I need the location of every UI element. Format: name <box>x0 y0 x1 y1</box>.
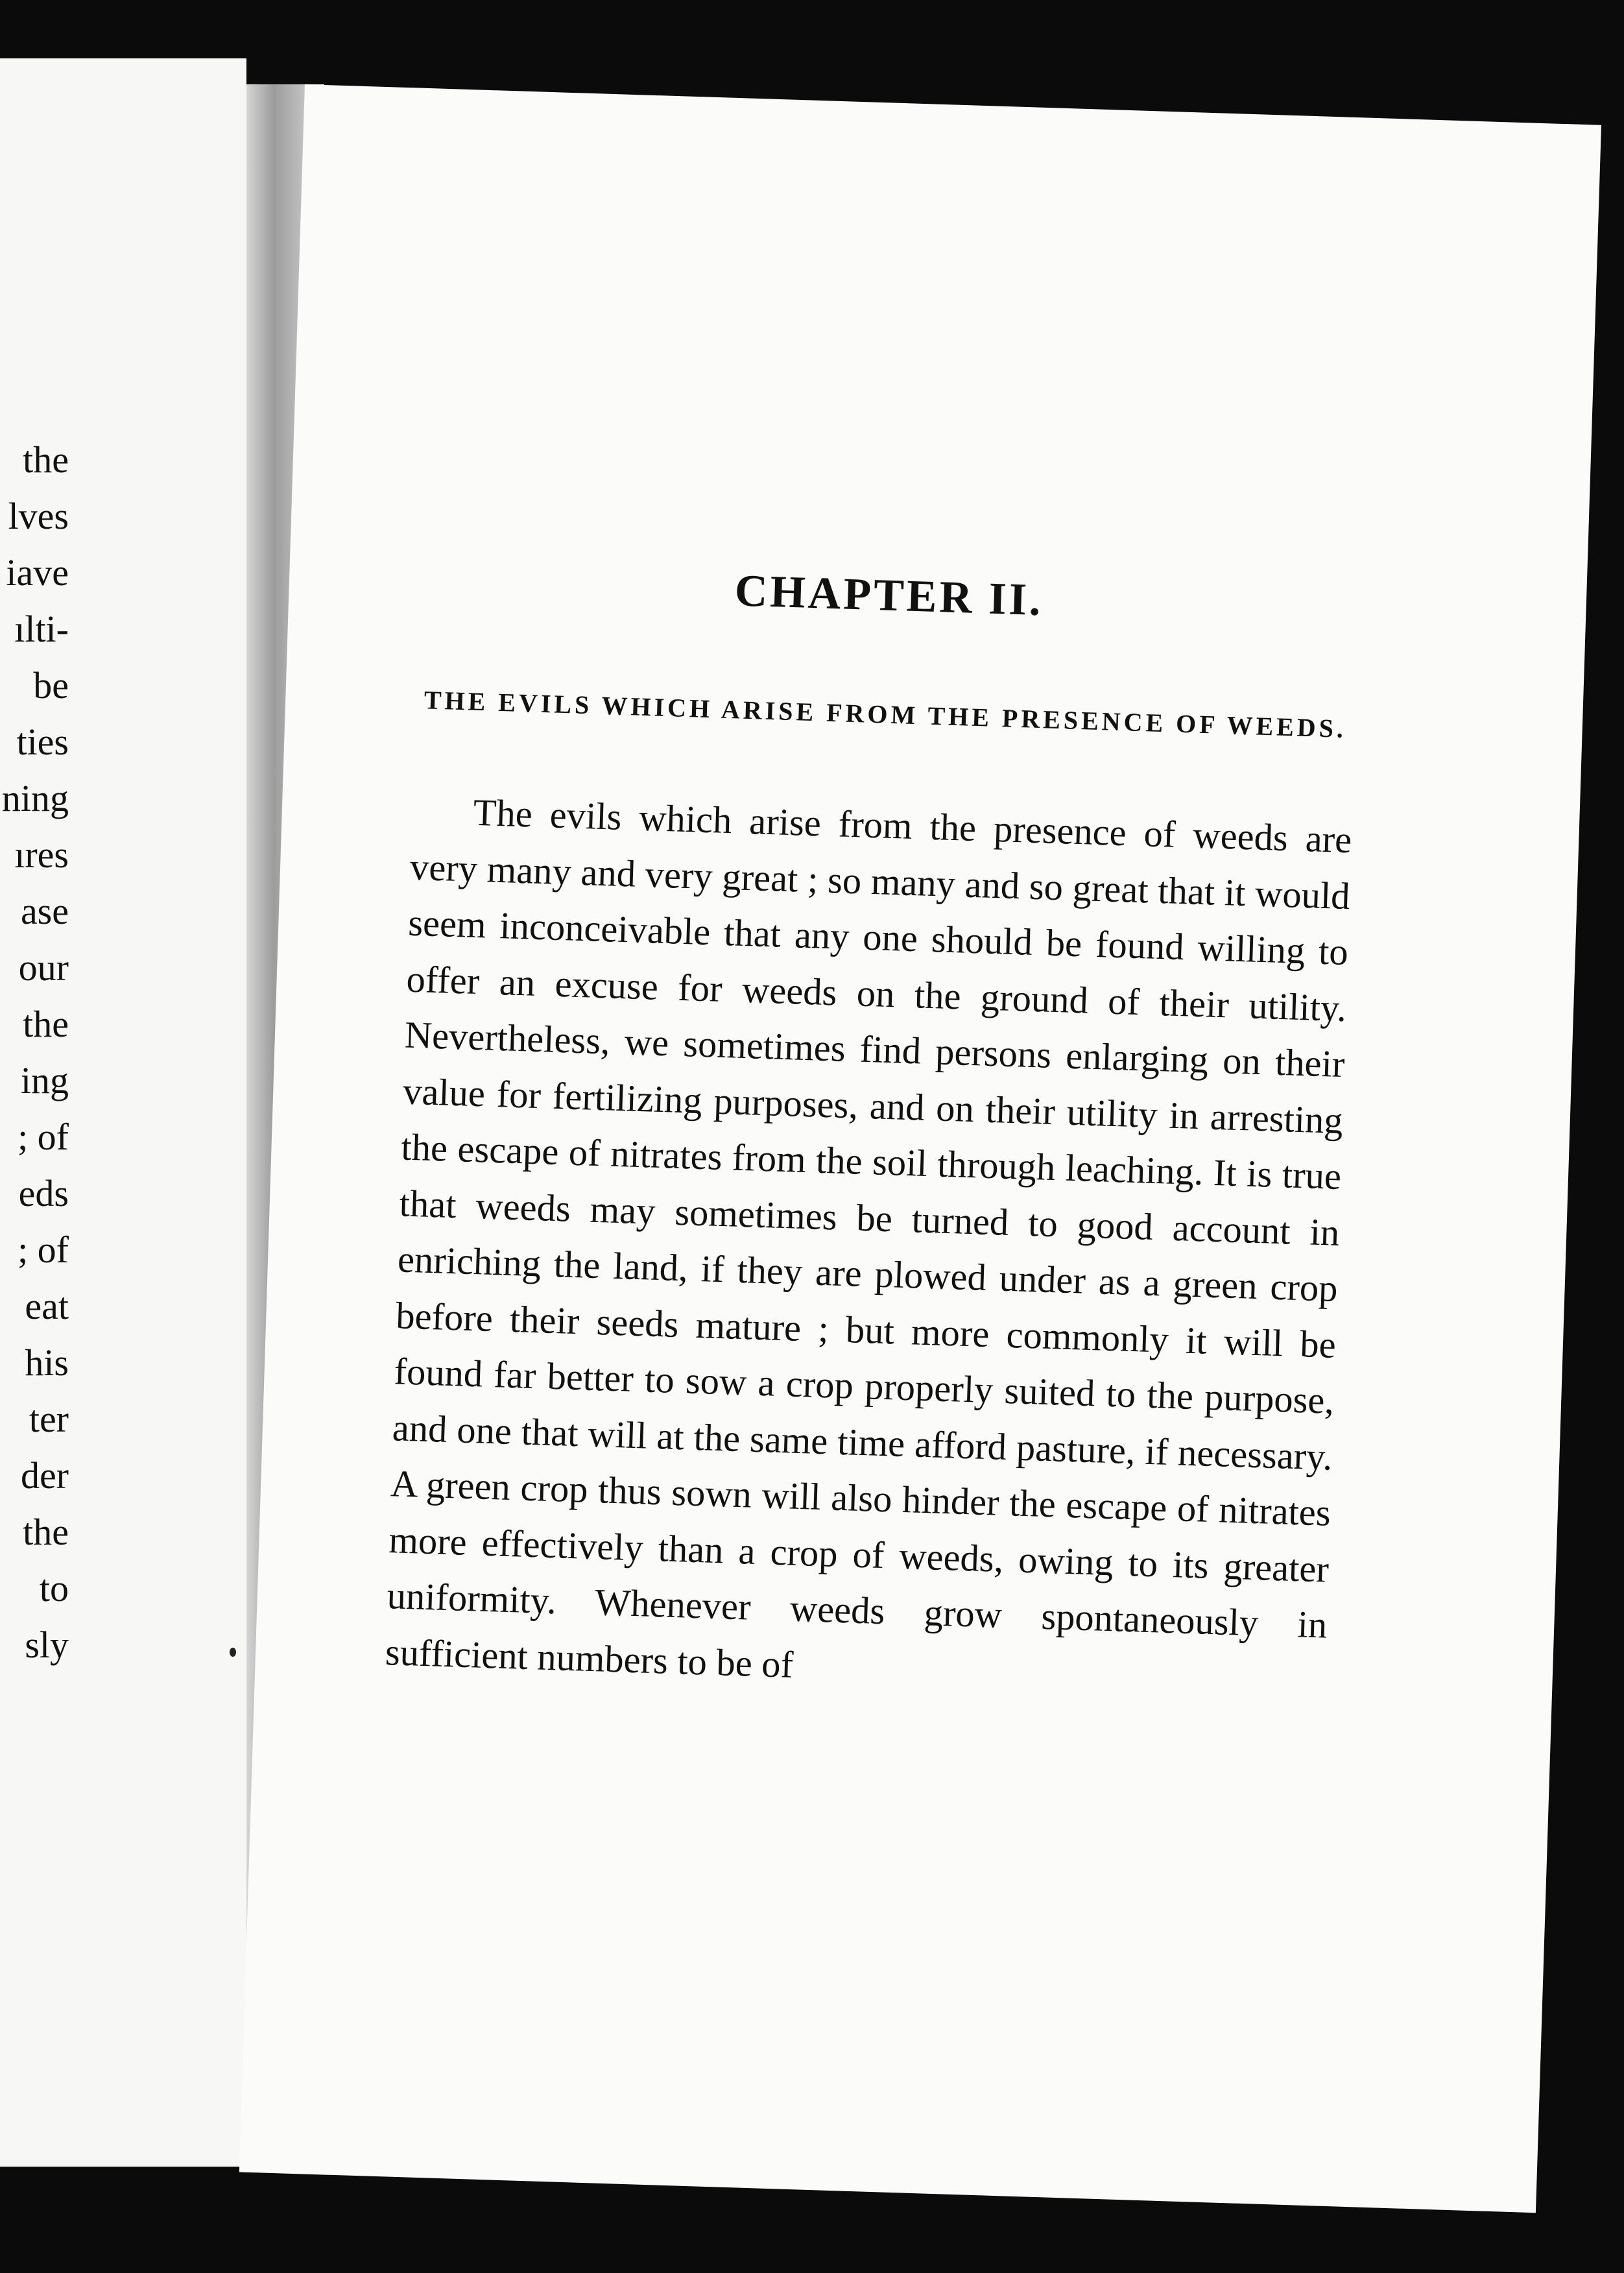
print-speck <box>230 1648 236 1657</box>
page-content <box>385 555 1360 1710</box>
left-line-fragment: the <box>23 1003 69 1045</box>
right-page <box>239 84 1601 2213</box>
left-line-fragment: der <box>20 1454 69 1497</box>
left-line-fragment: iave <box>6 551 69 594</box>
left-line-fragment: be <box>33 664 69 706</box>
section-title: THE EVILS WHICH ARISE FROM THE PRESENCE OF WEEDS. <box>424 685 1347 743</box>
left-line-fragment: ning <box>1 777 69 819</box>
left-line-fragment: the <box>23 439 69 481</box>
left-line-fragment: his <box>25 1341 69 1384</box>
body-paragraph: The evils which arise from the presence of weeds are very many and very great ; so many and so great that it would seem inconceivable that any one should be found willing to offer an excuse for weeds on the ground of their utility. Nevertheless, we sometimes find persons enlarging on their value for fertilizing purposes, and on their utility in arresting the escape of nitrates from the soil through leaching. It is true that weeds may sometimes be turned to good account in enriching the land, if they are plowed under as a green crop before their seeds mature ; but more commonly it will be found far better to sow a crop properly suited to the purpose, and one that will at the same time afford pasture, if necessary. A green crop thus sown will also hinder the escape of nitrates more effectively than a crop of weeds, owing to its greater uniformity. Whenever weeds grow spontaneously in sufficient numbers to be of <box>385 791 1353 1686</box>
left-line-fragment: eat <box>25 1285 69 1327</box>
left-line-fragment: ; of <box>18 1229 69 1271</box>
left-line-fragment: ; of <box>18 1116 69 1158</box>
left-line-fragment: ılti- <box>14 608 69 650</box>
left-line-fragment: ase <box>20 890 69 932</box>
left-line-fragment: sly <box>25 1624 69 1666</box>
left-line-fragment: our <box>18 946 69 989</box>
left-line-fragment: ing <box>20 1059 69 1101</box>
left-line-fragment: ter <box>29 1398 69 1440</box>
left-line-fragment: the <box>23 1511 69 1553</box>
left-line-fragment: eds <box>18 1172 69 1214</box>
left-line-fragment: to <box>39 1567 69 1609</box>
left-line-fragment: ties <box>16 721 69 763</box>
left-page <box>0 58 246 2167</box>
left-line-fragment: lves <box>8 495 69 537</box>
left-line-fragment: ıres <box>14 834 69 876</box>
chapter-title: CHAPTER II. <box>734 566 1044 626</box>
